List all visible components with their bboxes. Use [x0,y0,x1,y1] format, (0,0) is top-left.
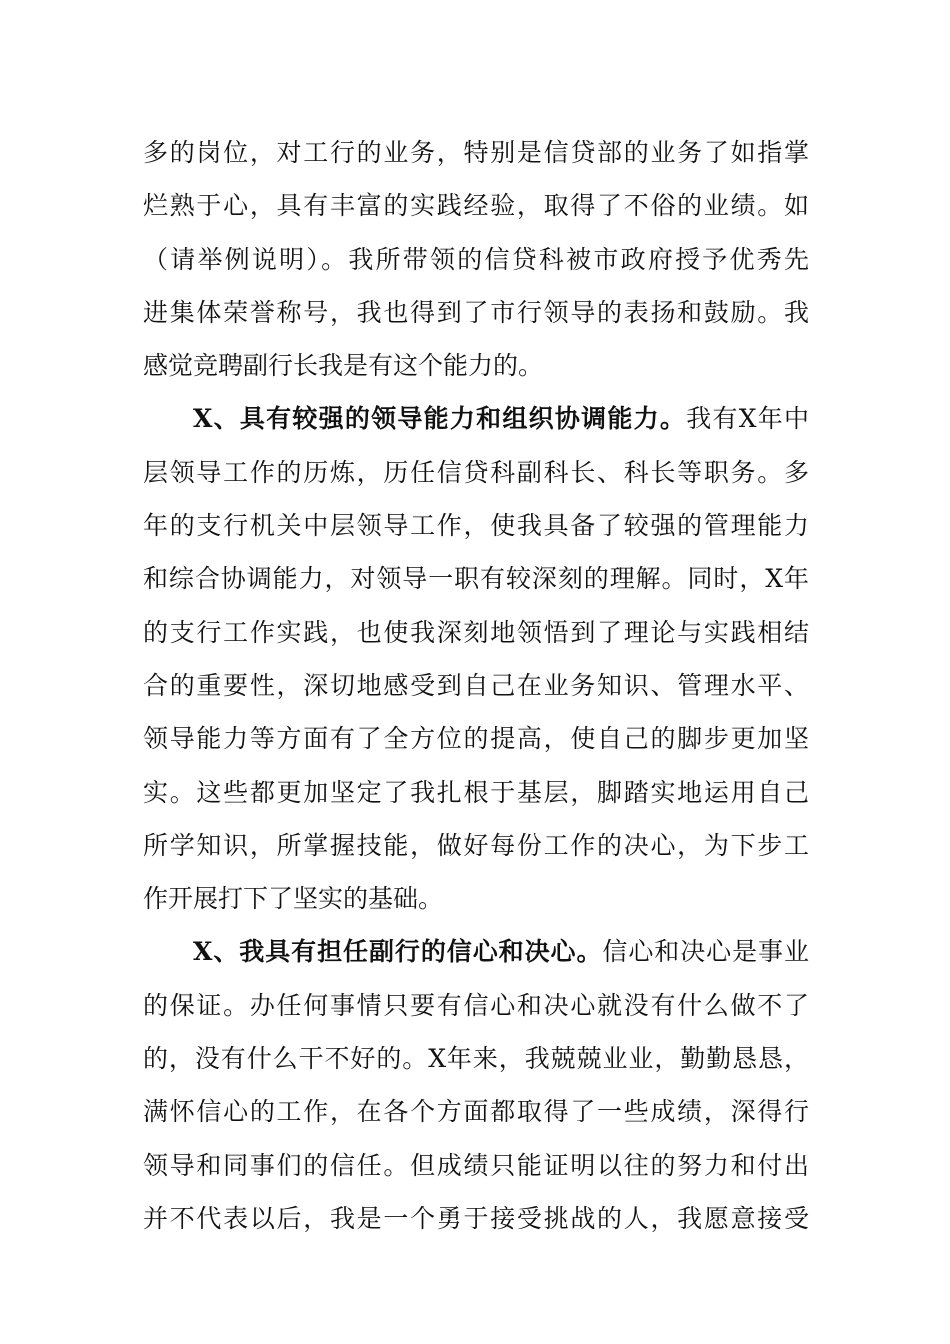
text-line: 进集体荣誉称号，我也得到了市行领导的表扬和鼓励。我 [143,297,809,327]
text-line: （请举例说明）。我所带领的信贷科被市政府授予优秀先 [143,244,809,274]
text-line: 满怀信心的工作，在各个方面都取得了一些成绩，深得行 [143,1097,809,1127]
text-line: 烂熟于心，具有丰富的实践经验，取得了不俗的业绩。如 [143,191,809,221]
paragraph-heading: X、具有较强的领导能力和组织协调能力。 [193,404,687,434]
text-line: 和综合协调能力，对领导一职有较深刻的理解。同时，X年 [143,564,809,594]
heading-line-rest: 信心和决心是事业 [602,937,809,967]
paragraph-1 [143,126,809,392]
text-line: 的，没有什么干不好的。X年来，我兢兢业业，勤勤恳恳， [143,1044,809,1074]
text-line: 的保证。办任何事情只要有信心和决心就没有什么做不了 [143,990,809,1020]
paragraph-3 [143,925,809,1245]
text-line: 作开展打下了坚实的基础。 [143,884,444,914]
text-line: 层领导工作的历炼，历任信贷科副科长、科长等职务。多 [143,457,809,487]
text-line: 多的岗位，对工行的业务，特别是信贷部的业务了如指掌 [143,138,809,167]
text-line-first [143,392,809,445]
heading-line-rest: 我有X年中 [686,404,809,434]
text-line: 领导能力等方面有了全方位的提高，使自己的脚步更加坚 [143,724,809,754]
text-line: 领导和同事们的信任。但成绩只能证明以往的努力和付出 [143,1150,809,1180]
text-line: 合的重要性，深切地感受到自己在业务知识、管理水平、 [143,670,809,700]
text-line: 的支行工作实践，也使我深刻地领悟到了理论与实践相结 [143,617,809,647]
text-line-first [143,925,809,978]
text-line: 并不代表以后，我是一个勇于接受挑战的人，我愿意接受 [143,1203,809,1233]
text-line: 感觉竞聘副行长我是有这个能力的。 [143,351,544,381]
paragraph-2 [143,392,809,925]
document-body [143,126,809,1245]
paragraph-heading: X、我具有担任副行的信心和决心。 [193,937,603,967]
text-line: 实。这些都更加坚定了我扎根于基层，脚踏实地运用自己 [143,777,809,807]
text-line: 年的支行机关中层领导工作，使我具备了较强的管理能力 [143,511,809,541]
text-line: 所学知识，所掌握技能，做好每份工作的决心，为下步工 [143,830,809,860]
